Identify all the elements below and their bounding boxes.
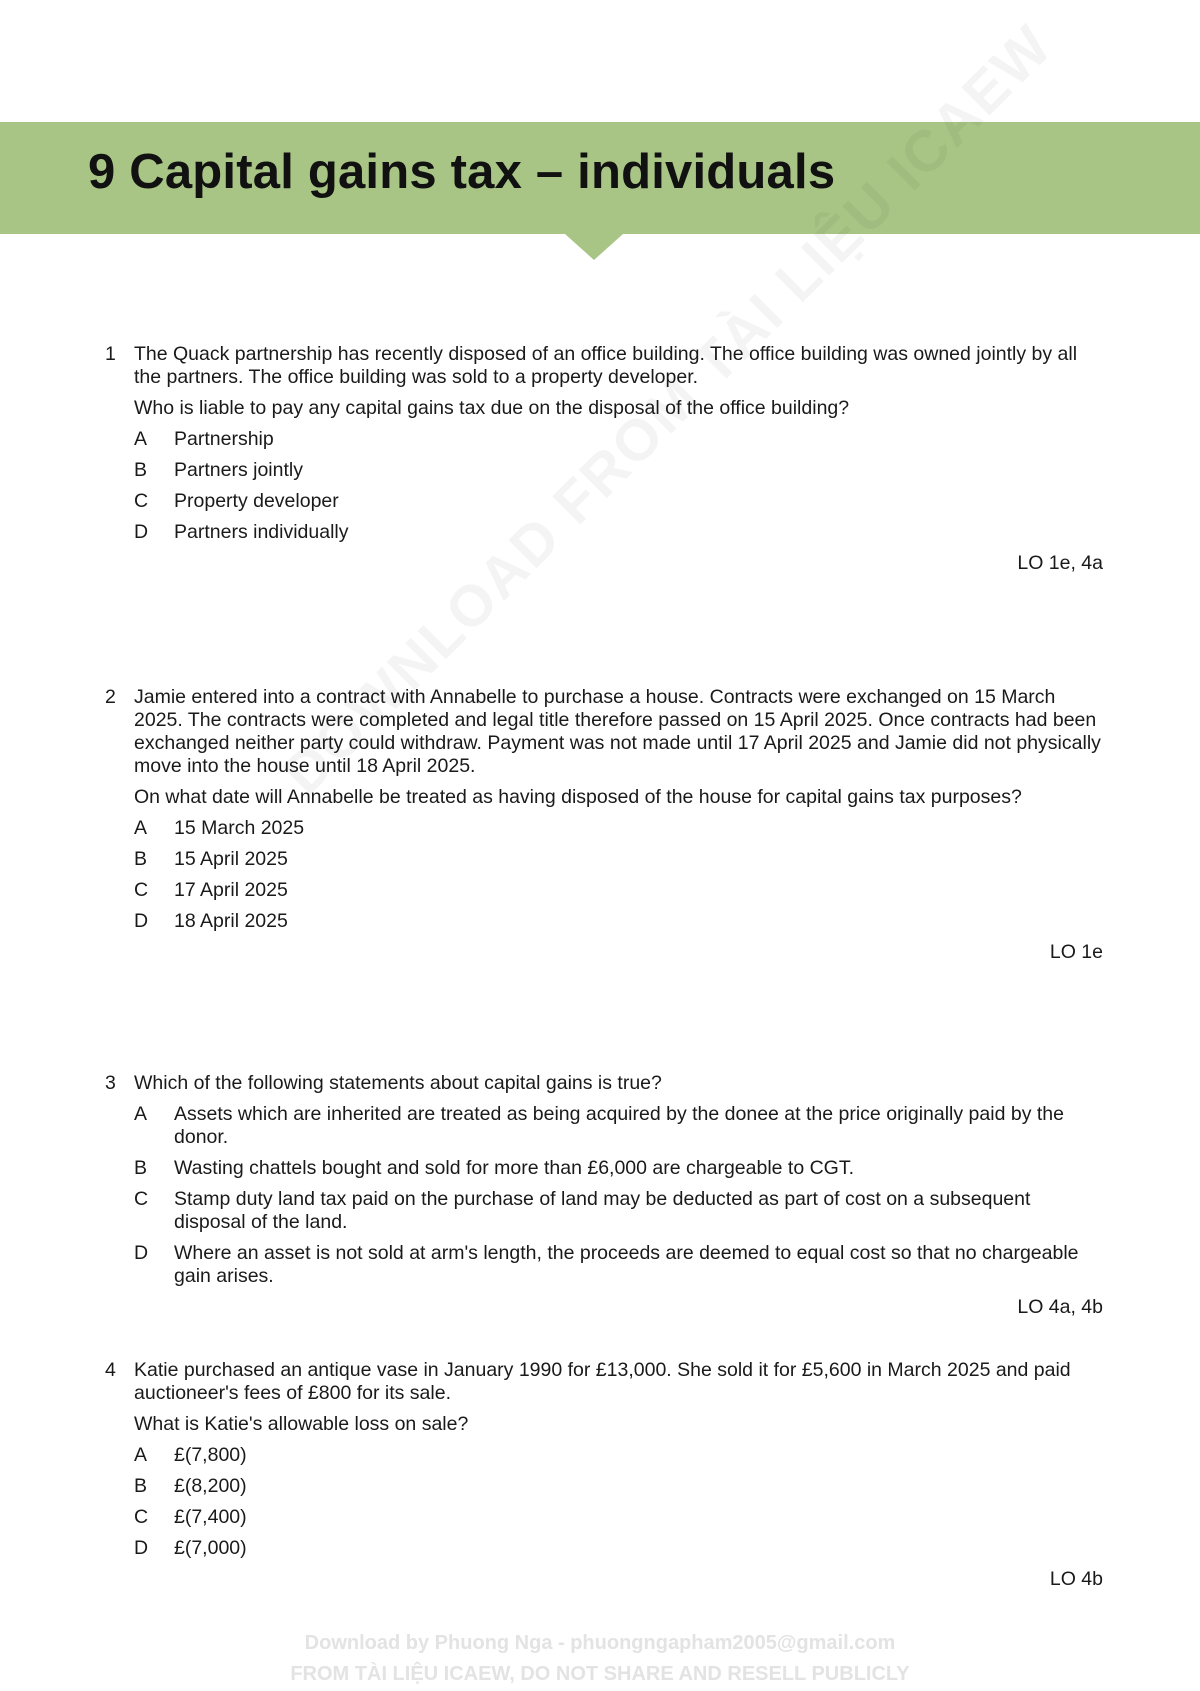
answer-options xyxy=(134,1444,1105,1560)
footer-share-notice: FROM TÀI LIỆU ICAEW, DO NOT SHARE AND RESELL PUBLICLY xyxy=(290,1663,910,1685)
option-letter: C xyxy=(134,879,149,901)
answer-option-b[interactable] xyxy=(134,848,1105,871)
question-text: Which of the following statements about capital gains is true? xyxy=(134,1072,662,1094)
answer-option-a[interactable] xyxy=(134,1103,1105,1149)
answer-option-c[interactable] xyxy=(134,879,1105,902)
question-4 xyxy=(100,1359,1105,1591)
question-text: The Quack partnership has recently disposed of an office building. The office building was owned jointly by all the partners. The office building was sold to a property developer. xyxy=(134,343,1078,388)
answer-option-b[interactable] xyxy=(134,459,1105,482)
option-text: Stamp duty land tax paid on the purchase of land may be deducted as part of cost on a subsequent disposal of the land. xyxy=(174,1188,1031,1233)
option-text: 17 April 2025 xyxy=(174,879,288,901)
option-letter: C xyxy=(134,1506,149,1528)
answer-option-d[interactable] xyxy=(134,521,1105,544)
learning-outcome-ref: LO 1e, 4a xyxy=(1017,552,1103,574)
option-text: Where an asset is not sold at arm's length, the proceeds are deemed to equal cost so that no chargeable gain arises. xyxy=(174,1242,1079,1287)
option-text: £(7,800) xyxy=(174,1444,247,1466)
answer-option-b[interactable] xyxy=(134,1475,1105,1498)
answer-option-c[interactable] xyxy=(134,490,1105,513)
header-notch xyxy=(565,234,623,260)
chapter-title: 9 Capital gains tax – individuals xyxy=(88,145,836,199)
option-letter: B xyxy=(134,1475,148,1497)
option-text: £(7,000) xyxy=(174,1537,247,1559)
answer-option-c[interactable] xyxy=(134,1506,1105,1529)
question-number: 3 xyxy=(105,1072,116,1094)
question-prompt: Who is liable to pay any capital gains tax due on the disposal of the office building? xyxy=(134,397,850,419)
option-letter: D xyxy=(134,1537,149,1559)
option-text: 18 April 2025 xyxy=(174,910,288,932)
option-letter: A xyxy=(134,817,148,839)
question-number: 4 xyxy=(105,1359,116,1381)
option-letter: D xyxy=(134,1242,149,1264)
question-number: 1 xyxy=(105,343,116,365)
answer-option-a[interactable] xyxy=(134,428,1105,451)
answer-option-d[interactable] xyxy=(134,910,1105,933)
learning-outcome-ref: LO 4a, 4b xyxy=(1017,1296,1103,1318)
option-letter: D xyxy=(134,521,149,543)
option-letter: C xyxy=(134,1188,149,1210)
answer-option-b[interactable] xyxy=(134,1157,1105,1180)
option-letter: A xyxy=(134,1103,148,1125)
question-prompt: What is Katie's allowable loss on sale? xyxy=(134,1413,469,1435)
option-text: Assets which are inherited are treated as being acquired by the donee at the price originally paid by the donor. xyxy=(174,1103,1064,1148)
learning-outcome-ref: LO 4b xyxy=(1049,1568,1103,1590)
option-text: Property developer xyxy=(174,490,339,512)
option-text: Partnership xyxy=(174,428,274,450)
learning-outcome-ref: LO 1e xyxy=(1049,941,1103,963)
question-prompt: On what date will Annabelle be treated as having disposed of the house for capital gains tax purposes? xyxy=(134,786,1022,808)
option-text: Partners jointly xyxy=(174,459,303,481)
answer-option-c[interactable] xyxy=(134,1188,1105,1234)
footer-download-notice: Download by Phuong Nga - phuongngapham2005@gmail.com xyxy=(304,1632,896,1654)
option-letter: D xyxy=(134,910,149,932)
question-text: Jamie entered into a contract with Annabelle to purchase a house. Contracts were exchanged on 15 March 2025. The contracts were completed and legal title therefore passed on 15 April 2025. Once contracts had been exchanged neither party could withdraw. Payment was not made until 17 April 2025 and Jamie did not physically move into the house until 18 April 2025. xyxy=(134,686,1101,777)
answer-options xyxy=(134,428,1105,544)
answer-options xyxy=(134,1103,1105,1288)
question-1 xyxy=(100,343,1105,575)
question-text: Katie purchased an antique vase in January 1990 for £13,000. She sold it for £5,600 in March 2025 and paid auctioneer's fees of £800 for its sale. xyxy=(134,1359,1071,1404)
option-text: 15 April 2025 xyxy=(174,848,288,870)
answer-option-d[interactable] xyxy=(134,1242,1105,1288)
answer-option-a[interactable] xyxy=(134,1444,1105,1467)
answer-option-a[interactable] xyxy=(134,817,1105,840)
option-letter: B xyxy=(134,1157,148,1179)
option-letter: B xyxy=(134,848,148,870)
option-letter: A xyxy=(134,1444,148,1466)
option-text: Partners individually xyxy=(174,521,349,543)
question-3 xyxy=(100,1072,1105,1319)
option-text: £(7,400) xyxy=(174,1506,247,1528)
option-text: £(8,200) xyxy=(174,1475,247,1497)
option-text: 15 March 2025 xyxy=(174,817,305,839)
option-letter: A xyxy=(134,428,148,450)
question-2 xyxy=(100,686,1105,964)
question-number: 2 xyxy=(105,686,116,708)
answer-option-d[interactable] xyxy=(134,1537,1105,1560)
option-letter: C xyxy=(134,490,149,512)
option-letter: B xyxy=(134,459,148,481)
option-text: Wasting chattels bought and sold for more than £6,000 are chargeable to CGT. xyxy=(174,1157,855,1179)
answer-options xyxy=(134,817,1105,933)
